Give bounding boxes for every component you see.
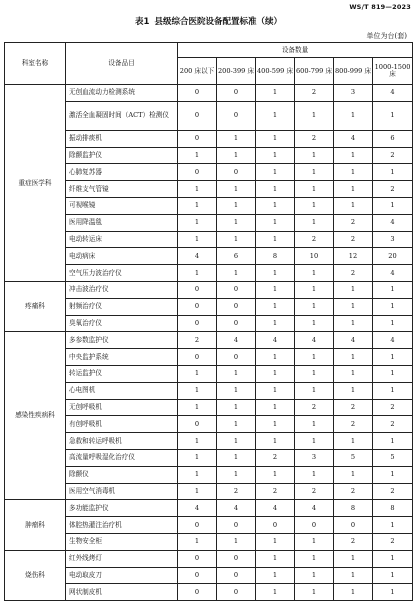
table-row bbox=[5, 248, 413, 265]
item-cell: 冲击波治疗仪 bbox=[66, 281, 178, 298]
quantity-cell: 1 bbox=[217, 365, 256, 382]
quantity-cell: 0 bbox=[178, 315, 217, 332]
quantity-cell: 1 bbox=[256, 181, 295, 198]
quantity-cell: 1 bbox=[256, 214, 295, 231]
quantity-cell: 2 bbox=[295, 483, 334, 500]
quantity-cell: 4 bbox=[217, 332, 256, 349]
equipment-table bbox=[4, 42, 413, 601]
quantity-cell: 2 bbox=[334, 416, 373, 433]
quantity-cell: 2 bbox=[334, 231, 373, 248]
table-row bbox=[5, 85, 413, 102]
item-cell: 医用降温毯 bbox=[66, 214, 178, 231]
quantity-cell: 1 bbox=[178, 483, 217, 500]
table-row bbox=[5, 349, 413, 366]
quantity-cell: 1 bbox=[178, 449, 217, 466]
quantity-cell: 1 bbox=[373, 298, 413, 315]
item-cell: 电动转运床 bbox=[66, 231, 178, 248]
quantity-cell: 1 bbox=[256, 164, 295, 181]
quantity-cell: 3 bbox=[295, 449, 334, 466]
quantity-cell: 1 bbox=[217, 181, 256, 198]
quantity-cell: 2 bbox=[334, 265, 373, 282]
department-cell: 感染性疾病科 bbox=[5, 332, 66, 500]
item-cell: 多参数监护仪 bbox=[66, 332, 178, 349]
quantity-cell: 1 bbox=[178, 399, 217, 416]
quantity-cell: 0 bbox=[217, 315, 256, 332]
table-row bbox=[5, 500, 413, 517]
item-cell: 有创呼吸机 bbox=[66, 416, 178, 433]
quantity-cell: 1 bbox=[373, 197, 413, 214]
bed-header: 400-599 床 bbox=[256, 58, 295, 85]
quantity-cell: 1 bbox=[334, 101, 373, 130]
table-row bbox=[5, 298, 413, 315]
quantity-cell: 0 bbox=[178, 101, 217, 130]
table-row bbox=[5, 416, 413, 433]
quantity-cell: 1 bbox=[178, 365, 217, 382]
quantity-cell: 1 bbox=[256, 365, 295, 382]
quantity-cell: 1 bbox=[256, 466, 295, 483]
item-cell: 电动取皮刀 bbox=[66, 567, 178, 584]
quantity-cell: 4 bbox=[217, 500, 256, 517]
quantity-cell: 1 bbox=[334, 147, 373, 164]
quantity-cell: 1 bbox=[217, 433, 256, 450]
quantity-cell: 0 bbox=[217, 517, 256, 534]
item-cell: 激活全血凝固时间（ACT）检测仪 bbox=[66, 101, 178, 130]
quantity-cell: 1 bbox=[334, 433, 373, 450]
item-cell: 转运监护仪 bbox=[66, 365, 178, 382]
quantity-cell: 1 bbox=[256, 433, 295, 450]
table-row bbox=[5, 197, 413, 214]
quantity-cell: 4 bbox=[178, 500, 217, 517]
department-cell: 重症医学科 bbox=[5, 85, 66, 282]
quantity-cell: 2 bbox=[295, 399, 334, 416]
quantity-cell: 1 bbox=[295, 349, 334, 366]
quantity-cell: 0 bbox=[256, 517, 295, 534]
table-row bbox=[5, 181, 413, 198]
quantity-cell: 2 bbox=[217, 483, 256, 500]
quantity-cell: 2 bbox=[373, 181, 413, 198]
item-cell: 纤维支气管镜 bbox=[66, 181, 178, 198]
quantity-cell: 1 bbox=[256, 416, 295, 433]
table-row bbox=[5, 433, 413, 450]
quantity-cell: 2 bbox=[295, 130, 334, 147]
quantity-cell: 2 bbox=[256, 483, 295, 500]
quantity-cell: 3 bbox=[373, 231, 413, 248]
quantity-cell: 1 bbox=[295, 315, 334, 332]
quantity-cell: 1 bbox=[334, 281, 373, 298]
quantity-cell: 1 bbox=[256, 550, 295, 567]
quantity-cell: 1 bbox=[373, 550, 413, 567]
quantity-cell: 1 bbox=[373, 349, 413, 366]
item-cell: 振动排痰机 bbox=[66, 130, 178, 147]
quantity-cell: 1 bbox=[256, 315, 295, 332]
quantity-cell: 8 bbox=[256, 248, 295, 265]
quantity-cell: 5 bbox=[373, 449, 413, 466]
quantity-cell: 0 bbox=[217, 101, 256, 130]
table-row bbox=[5, 281, 413, 298]
quantity-cell: 0 bbox=[178, 281, 217, 298]
quantity-cell: 2 bbox=[334, 483, 373, 500]
quantity-cell: 1 bbox=[217, 130, 256, 147]
item-header: 设备品目 bbox=[66, 43, 178, 85]
quantity-cell: 1 bbox=[256, 265, 295, 282]
item-cell: 无创血流动力检测系统 bbox=[66, 85, 178, 102]
table-number: 表1 bbox=[135, 17, 150, 27]
quantity-cell: 1 bbox=[295, 181, 334, 198]
quantity-cell: 1 bbox=[334, 181, 373, 198]
quantity-cell: 1 bbox=[178, 147, 217, 164]
quantity-cell: 2 bbox=[373, 533, 413, 550]
quantity-cell: 0 bbox=[178, 298, 217, 315]
quantity-cell: 1 bbox=[373, 164, 413, 181]
quantity-cell: 1 bbox=[373, 517, 413, 534]
quantity-cell: 1 bbox=[217, 197, 256, 214]
quantity-cell: 1 bbox=[334, 382, 373, 399]
quantity-cell: 1 bbox=[295, 281, 334, 298]
quantity-cell: 5 bbox=[334, 449, 373, 466]
quantity-cell: 1 bbox=[178, 533, 217, 550]
bed-header: 800-999 床 bbox=[334, 58, 373, 85]
item-cell: 红外线烤灯 bbox=[66, 550, 178, 567]
quantity-cell: 1 bbox=[256, 298, 295, 315]
quantity-cell: 1 bbox=[178, 214, 217, 231]
table-row bbox=[5, 164, 413, 181]
quantity-cell: 1 bbox=[256, 101, 295, 130]
quantity-cell: 0 bbox=[217, 164, 256, 181]
table-row bbox=[5, 550, 413, 567]
quantity-cell: 0 bbox=[217, 584, 256, 601]
quantity-cell: 1 bbox=[295, 164, 334, 181]
item-cell: 医用空气消毒机 bbox=[66, 483, 178, 500]
quantity-cell: 1 bbox=[256, 85, 295, 102]
department-header: 科室名称 bbox=[5, 43, 66, 85]
item-cell: 心电图机 bbox=[66, 382, 178, 399]
quantity-cell: 1 bbox=[178, 231, 217, 248]
quantity-cell: 0 bbox=[217, 281, 256, 298]
item-cell: 射频治疗仪 bbox=[66, 298, 178, 315]
quantity-cell: 4 bbox=[295, 500, 334, 517]
quantity-cell: 1 bbox=[217, 399, 256, 416]
bed-header: 200-399 床 bbox=[217, 58, 256, 85]
quantity-cell: 2 bbox=[334, 399, 373, 416]
department-cell: 疼痛科 bbox=[5, 281, 66, 331]
quantity-cell: 0 bbox=[217, 85, 256, 102]
item-cell: 心肺复苏器 bbox=[66, 164, 178, 181]
quantity-cell: 1 bbox=[217, 231, 256, 248]
item-cell: 除颤监护仪 bbox=[66, 147, 178, 164]
quantity-cell: 1 bbox=[295, 214, 334, 231]
quantity-cell: 1 bbox=[334, 584, 373, 601]
quantity-cell: 1 bbox=[334, 365, 373, 382]
item-cell: 电动病床 bbox=[66, 248, 178, 265]
quantity-cell: 2 bbox=[295, 231, 334, 248]
quantity-cell: 1 bbox=[256, 130, 295, 147]
table-row bbox=[5, 214, 413, 231]
quantity-cell: 10 bbox=[295, 248, 334, 265]
quantity-cell: 1 bbox=[295, 416, 334, 433]
quantity-cell: 1 bbox=[373, 382, 413, 399]
quantity-cell: 1 bbox=[295, 584, 334, 601]
quantity-cell: 1 bbox=[334, 567, 373, 584]
item-cell: 无创呼吸机 bbox=[66, 399, 178, 416]
quantity-cell: 6 bbox=[373, 130, 413, 147]
quantity-cell: 4 bbox=[373, 265, 413, 282]
quantity-cell: 1 bbox=[295, 433, 334, 450]
table-row bbox=[5, 533, 413, 550]
table-row bbox=[5, 365, 413, 382]
table-row bbox=[5, 265, 413, 282]
quantity-cell: 1 bbox=[334, 197, 373, 214]
quantity-cell: 2 bbox=[373, 483, 413, 500]
quantity-cell: 0 bbox=[178, 567, 217, 584]
quantity-cell: 6 bbox=[217, 248, 256, 265]
table-row bbox=[5, 231, 413, 248]
department-cell: 肿瘤科 bbox=[5, 500, 66, 550]
quantity-cell: 20 bbox=[373, 248, 413, 265]
table-row bbox=[5, 130, 413, 147]
quantity-cell: 1 bbox=[373, 365, 413, 382]
quantity-cell: 1 bbox=[178, 433, 217, 450]
quantity-cell: 1 bbox=[334, 315, 373, 332]
quantity-cell: 1 bbox=[217, 449, 256, 466]
item-cell: 中央监护系统 bbox=[66, 349, 178, 366]
quantity-cell: 0 bbox=[178, 416, 217, 433]
item-cell: 臭氧治疗仪 bbox=[66, 315, 178, 332]
table-row bbox=[5, 147, 413, 164]
quantity-cell: 0 bbox=[217, 550, 256, 567]
item-cell: 可视喉镜 bbox=[66, 197, 178, 214]
quantity-cell: 8 bbox=[373, 500, 413, 517]
table-row bbox=[5, 315, 413, 332]
quantity-cell: 1 bbox=[295, 101, 334, 130]
quantity-cell: 4 bbox=[295, 332, 334, 349]
unit-note: 单位为台(套) bbox=[366, 32, 407, 40]
quantity-cell: 1 bbox=[256, 197, 295, 214]
quantity-cell: 0 bbox=[178, 164, 217, 181]
quantity-cell: 1 bbox=[256, 231, 295, 248]
quantity-cell: 1 bbox=[217, 265, 256, 282]
quantity-cell: 4 bbox=[256, 500, 295, 517]
quantity-cell: 1 bbox=[217, 382, 256, 399]
quantity-cell: 2 bbox=[178, 332, 217, 349]
quantity-cell: 1 bbox=[256, 147, 295, 164]
table-row bbox=[5, 567, 413, 584]
quantity-cell: 1 bbox=[373, 584, 413, 601]
quantity-cell: 0 bbox=[178, 550, 217, 567]
quantity-cell: 2 bbox=[334, 214, 373, 231]
bed-header: 1000-1500 床 bbox=[373, 58, 413, 85]
quantity-cell: 1 bbox=[217, 416, 256, 433]
quantity-cell: 1 bbox=[334, 349, 373, 366]
quantity-cell: 1 bbox=[178, 382, 217, 399]
quantity-cell: 0 bbox=[334, 517, 373, 534]
table-row bbox=[5, 382, 413, 399]
quantity-cell: 1 bbox=[256, 382, 295, 399]
quantity-cell: 0 bbox=[178, 349, 217, 366]
quantity-cell: 12 bbox=[334, 248, 373, 265]
quantity-cell: 1 bbox=[295, 365, 334, 382]
table-row bbox=[5, 517, 413, 534]
item-cell: 网状制皮机 bbox=[66, 584, 178, 601]
bed-header: 600-799 床 bbox=[295, 58, 334, 85]
quantity-cell: 1 bbox=[373, 281, 413, 298]
quantity-cell: 1 bbox=[256, 533, 295, 550]
bed-header: 200 床以下 bbox=[178, 58, 217, 85]
quantity-cell: 2 bbox=[334, 533, 373, 550]
quantity-cell: 1 bbox=[334, 466, 373, 483]
item-cell: 急救和转运呼吸机 bbox=[66, 433, 178, 450]
table-body bbox=[5, 85, 413, 601]
quantity-cell: 1 bbox=[178, 197, 217, 214]
table-row bbox=[5, 466, 413, 483]
quantity-cell: 0 bbox=[178, 584, 217, 601]
quantity-cell: 1 bbox=[295, 382, 334, 399]
quantity-cell: 2 bbox=[373, 147, 413, 164]
quantity-cell: 1 bbox=[217, 466, 256, 483]
quantity-cell: 1 bbox=[373, 101, 413, 130]
quantity-cell: 8 bbox=[334, 500, 373, 517]
quantity-cell: 1 bbox=[217, 214, 256, 231]
quantity-cell: 0 bbox=[178, 517, 217, 534]
quantity-cell: 4 bbox=[373, 214, 413, 231]
quantity-cell: 1 bbox=[334, 298, 373, 315]
quantity-cell: 1 bbox=[334, 164, 373, 181]
quantity-cell: 1 bbox=[217, 147, 256, 164]
quantity-cell: 1 bbox=[256, 399, 295, 416]
quantity-cell: 1 bbox=[256, 567, 295, 584]
quantity-cell: 1 bbox=[217, 533, 256, 550]
quantity-cell: 4 bbox=[334, 130, 373, 147]
quantity-cell: 1 bbox=[373, 567, 413, 584]
quantity-cell: 1 bbox=[256, 281, 295, 298]
quantity-cell: 1 bbox=[295, 550, 334, 567]
quantity-cell: 3 bbox=[334, 85, 373, 102]
quantity-cell: 1 bbox=[178, 466, 217, 483]
quantity-cell: 2 bbox=[256, 449, 295, 466]
table-row bbox=[5, 483, 413, 500]
quantity-cell: 4 bbox=[334, 332, 373, 349]
item-cell: 空气压力波治疗仪 bbox=[66, 265, 178, 282]
quantity-cell: 1 bbox=[178, 265, 217, 282]
item-cell: 多功能监护仪 bbox=[66, 500, 178, 517]
quantity-cell: 1 bbox=[295, 147, 334, 164]
quantity-cell: 0 bbox=[178, 130, 217, 147]
quantity-cell: 2 bbox=[373, 416, 413, 433]
quantity-cell: 1 bbox=[373, 315, 413, 332]
quantity-cell: 1 bbox=[334, 550, 373, 567]
quantity-cell: 4 bbox=[373, 332, 413, 349]
item-cell: 高流量呼吸湿化治疗仪 bbox=[66, 449, 178, 466]
department-cell: 烧伤科 bbox=[5, 550, 66, 600]
quantity-group-header: 设备数量 bbox=[178, 43, 413, 58]
quantity-cell: 2 bbox=[295, 85, 334, 102]
quantity-cell: 0 bbox=[217, 298, 256, 315]
quantity-cell: 1 bbox=[295, 197, 334, 214]
quantity-cell: 0 bbox=[217, 567, 256, 584]
quantity-cell: 1 bbox=[295, 265, 334, 282]
table-row bbox=[5, 332, 413, 349]
standard-code: WS/T 819—2023 bbox=[349, 3, 411, 11]
quantity-cell: 4 bbox=[256, 332, 295, 349]
item-cell: 除颤仪 bbox=[66, 466, 178, 483]
table-caption bbox=[0, 15, 417, 27]
item-cell: 生物安全柜 bbox=[66, 533, 178, 550]
quantity-cell: 1 bbox=[178, 181, 217, 198]
item-cell: 体腔热灌注治疗机 bbox=[66, 517, 178, 534]
table-row bbox=[5, 399, 413, 416]
quantity-cell: 2 bbox=[373, 399, 413, 416]
table-row bbox=[5, 101, 413, 130]
quantity-cell: 1 bbox=[295, 298, 334, 315]
quantity-cell: 1 bbox=[256, 584, 295, 601]
quantity-cell: 1 bbox=[373, 466, 413, 483]
table-row bbox=[5, 584, 413, 601]
table-row bbox=[5, 449, 413, 466]
quantity-cell: 1 bbox=[295, 567, 334, 584]
quantity-cell: 1 bbox=[256, 349, 295, 366]
table-title: 县级综合医院设备配置标准（续） bbox=[154, 17, 282, 27]
quantity-cell: 0 bbox=[295, 517, 334, 534]
quantity-cell: 0 bbox=[217, 349, 256, 366]
quantity-cell: 1 bbox=[373, 433, 413, 450]
quantity-cell: 4 bbox=[178, 248, 217, 265]
quantity-cell: 0 bbox=[178, 85, 217, 102]
quantity-cell: 4 bbox=[373, 85, 413, 102]
quantity-cell: 1 bbox=[295, 533, 334, 550]
quantity-cell: 1 bbox=[295, 466, 334, 483]
